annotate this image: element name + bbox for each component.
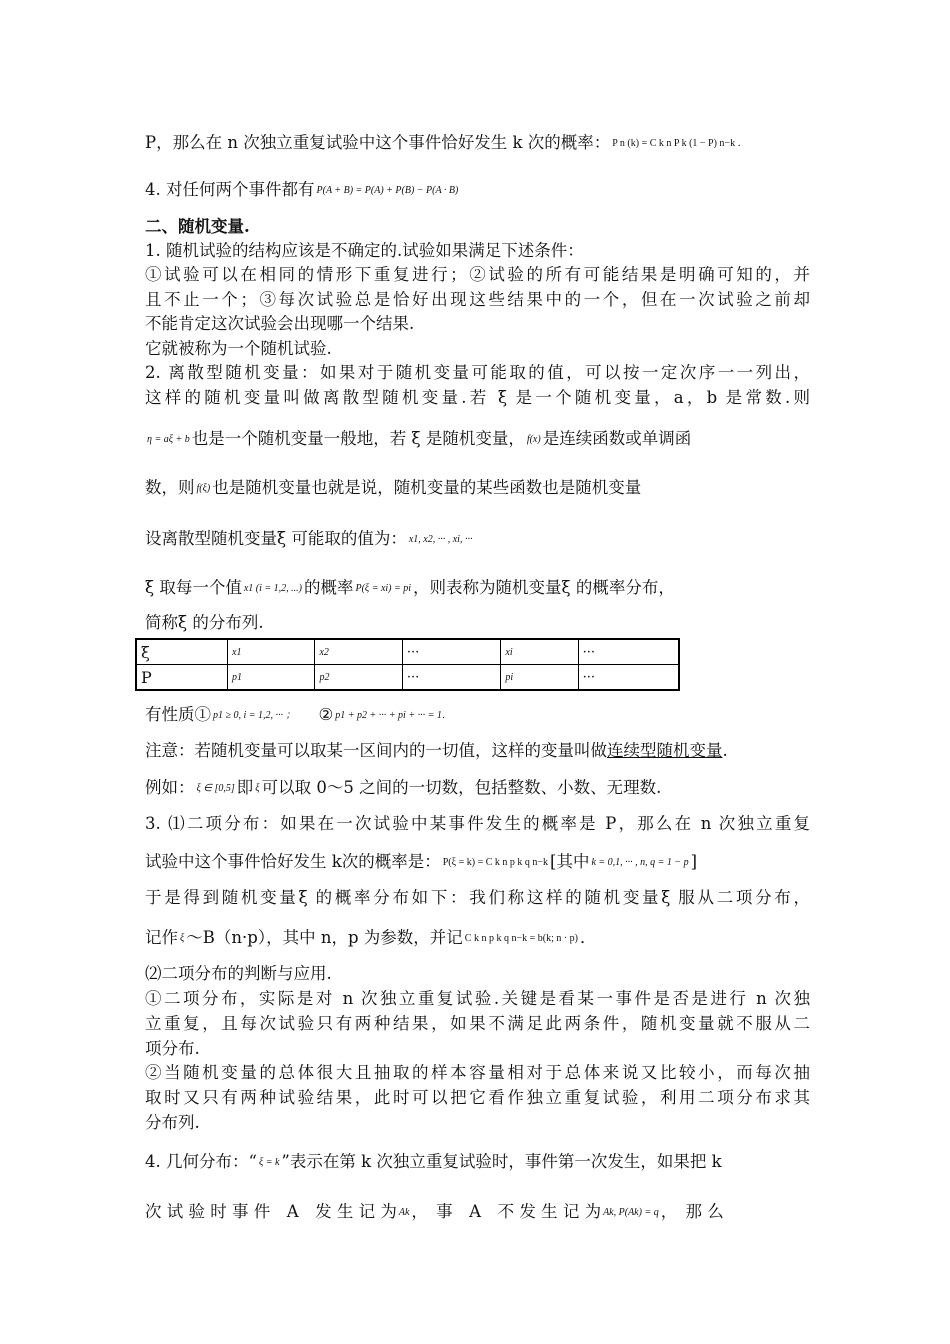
text-span: 次 试 验 时 事 件 A 发 生 记 为 <box>145 1202 397 1221</box>
text-line: ①试验可以在相同的情形下重复进行；②试验的所有可能结果是明确可知的，并 <box>145 265 810 284</box>
text-line: 简称ξ 的分布列. <box>145 613 264 632</box>
formula: x1, x2, ··· , xi, ··· <box>408 533 473 545</box>
text-span: ] <box>690 852 698 871</box>
text-line <box>145 576 810 601</box>
text-line: ②当随机变量的总体很大且抽取的样本容量相对于总体来说又比较小，而每次抽 <box>145 1063 810 1082</box>
text-line: 1. 随机试验的结构应该是不确定的.试验如果满足下述条件： <box>145 241 584 260</box>
text-line: 它就被称为一个随机试验. <box>145 339 332 358</box>
text-span: 有性质① <box>145 705 211 724</box>
table-cell: pi <box>501 665 578 691</box>
text-line <box>145 527 810 552</box>
text-span: ． <box>580 928 597 947</box>
text-span: ， 事 A 不 发 生 记 为 <box>411 1202 602 1221</box>
table-cell: xi <box>501 639 578 665</box>
formula: p1 ≥ 0, i = 1,2, ··· ； <box>213 709 296 721</box>
text-span: 也是一个随机变量一般地，若 ξ 是随机变量， <box>191 429 525 448</box>
distribution-table <box>135 638 680 691</box>
text-line <box>145 1150 810 1175</box>
text-span: . <box>722 741 728 760</box>
table-cell: ··· <box>578 639 679 665</box>
text-span: 试验中这个事件恰好发生 k次的概率是： <box>145 852 441 871</box>
formula: Ak, P(Ak) = q <box>603 1206 659 1218</box>
text-span: 记作 <box>145 928 178 947</box>
text-span: [其中 <box>550 852 590 871</box>
table-cell: ··· <box>402 665 501 691</box>
formula: k = 0,1, ··· , n, q = 1 − p <box>591 856 689 868</box>
formula: P(ξ = xi) = pi <box>355 582 412 594</box>
text-span: ξ 取每一个值 <box>145 578 242 597</box>
text-span: ， 那 么 <box>660 1202 724 1221</box>
text-line <box>145 850 810 875</box>
table-cell: x2 <box>315 639 402 665</box>
text-span: 也是随机变量也就是说，随机变量的某些函数也是随机变量 <box>212 478 642 497</box>
text-line <box>145 131 810 156</box>
text-line: 分布列. <box>145 1113 200 1132</box>
text-line <box>145 739 810 763</box>
text-line: ①二项分布，实际是对 n 次独立重复试验.关键是看某一事件是否是进行 n 次独 <box>145 989 810 1008</box>
text-line <box>145 703 810 728</box>
text-line: ⑵二项分布的判断与应用. <box>145 964 332 983</box>
text-span: 例如： <box>145 778 195 797</box>
table-cell: ··· <box>578 665 679 691</box>
text-span: 即 <box>236 778 254 797</box>
text-span: ，则表称为随机变量ξ 的概率分布， <box>413 578 675 597</box>
text-span: 注意：若随机变量可以取某一区间内的一切值，这样的变量叫做 <box>145 741 607 760</box>
text-span: 4. 对任何两个事件都有 <box>145 180 315 199</box>
section-heading: 二、随机变量. <box>145 217 250 236</box>
formula: C k n p k q n−k = b(k; n · p) <box>464 932 579 944</box>
text-line: 取时又只有两种试验结果，此时可以把它看作独立重复试验，利用二项分布求其 <box>145 1088 810 1107</box>
formula: ξ = k <box>258 1156 280 1168</box>
text-line: 项分布. <box>145 1039 200 1058</box>
formula: f(ξ) <box>196 482 211 494</box>
table-row <box>136 639 679 665</box>
table-cell: x1 <box>228 639 315 665</box>
text-span: 数，则 <box>145 478 195 497</box>
text-span: P，那么在 n 次独立重复试验中这个事件恰好发生 k 次的概率： <box>145 133 611 152</box>
text-line: 2. 离散型随机变量：如果对于随机变量可能取的值，可以按一定次序一一列出， <box>145 363 810 382</box>
formula: P(ξ = k) = C k n p k q n−k <box>442 856 549 868</box>
text-line <box>145 776 810 801</box>
text-span: ② <box>318 705 334 724</box>
formula: p1 + p2 + ··· + pi + ··· = 1． <box>335 709 452 721</box>
underlined-term: 连续型随机变量 <box>607 741 723 760</box>
formula: ξ <box>255 782 260 794</box>
text-span: 设离散型随机变量ξ 可能取的值为： <box>145 529 407 548</box>
text-line: 于是得到随机变量ξ 的概率分布如下：我们称这样的随机变量ξ 服从二项分布， <box>145 888 810 907</box>
text-line: 不能肯定这次试验会出现哪一个结果. <box>145 314 415 333</box>
text-line <box>145 178 810 203</box>
formula: ξ ∈ [0,5] <box>196 782 235 794</box>
text-line <box>145 427 810 452</box>
formula: f(x) <box>526 433 541 445</box>
text-line <box>145 1200 810 1225</box>
text-span: 的概率 <box>303 578 354 597</box>
table-cell: p2 <box>315 665 402 691</box>
table-cell: ··· <box>402 639 501 665</box>
text-line: 这样的随机变量叫做离散型随机变量.若 ξ 是一个随机变量，a，b 是常数.则 <box>145 388 810 407</box>
text-span: ～B（n·p），其中 n，p 为参数，并记 <box>186 928 463 947</box>
table-cell: p1 <box>228 665 315 691</box>
table-cell: P <box>136 665 228 691</box>
formula: x1 (i = 1,2, ...) <box>243 582 302 594</box>
text-line: 且不止一个；③每次试验总是恰好出现这些结果中的一个，但在一次试验之前却 <box>145 290 810 309</box>
text-span: 4. 几何分布：“ <box>145 1152 257 1171</box>
formula: Ak <box>398 1206 410 1218</box>
text-span: 可以取 0～5 之间的一切数，包括整数、小数、无理数. <box>261 778 662 797</box>
text-line: 立重复，且每次试验只有两种结果，如果不满足此两条件，随机变量就不服从二 <box>145 1014 810 1033</box>
formula: P n (k) = C k n P k (1 − P) n−k ． <box>612 137 748 149</box>
text-line <box>145 926 810 951</box>
text-line <box>145 476 810 501</box>
table-cell: ξ <box>136 639 228 665</box>
formula: P(A + B) = P(A) + P(B) − P(A · B) <box>316 184 459 196</box>
table-row <box>136 665 679 691</box>
formula: η = aξ + b <box>147 433 190 445</box>
text-span: 是连续函数或单调函 <box>542 429 692 448</box>
formula: ξ <box>180 932 185 944</box>
text-line: 3. ⑴二项分布：如果在一次试验中某事件发生的概率是 P，那么在 n 次独立重复 <box>145 814 810 833</box>
text-span: ”表示在第 k 次独立重复试验时，事件第一次发生，如果把 k <box>281 1152 722 1171</box>
